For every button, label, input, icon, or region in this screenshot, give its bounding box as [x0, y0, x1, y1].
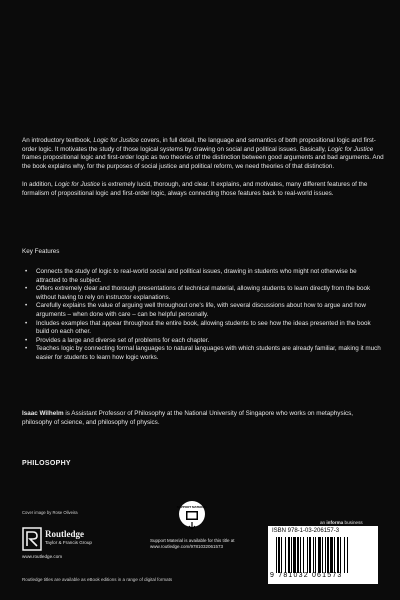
- bullet-icon: •: [25, 345, 28, 353]
- author-name: Isaac Wilhelm: [22, 410, 64, 417]
- informa-brand: informa: [326, 520, 344, 525]
- feature-item: [22, 302, 382, 319]
- bullet-icon: •: [25, 268, 28, 275]
- bullet-icon: •: [25, 336, 28, 344]
- publisher-url: www.routledge.com: [22, 554, 63, 559]
- publisher-name: Routledge: [45, 529, 84, 539]
- support-badge-label: SUPPORT MATERIAL: [176, 505, 208, 509]
- feature-text: Provides a large and diverse set of problems for each chapter.: [36, 336, 210, 344]
- book-title-italic: Logic for Justice: [327, 145, 374, 153]
- informa-suffix: business: [343, 520, 363, 525]
- book-title-italic: Logic for Justice: [54, 181, 101, 189]
- description-blurb: [22, 137, 384, 209]
- feature-item: [22, 285, 382, 302]
- blurb-text: is extremely lucid, thorough, and clear. It explains, and motivates, many different features of the formalism of propositional logic and first-order logic, always connecting those features back to real-world issues.: [22, 181, 368, 197]
- publisher-subtitle: Taylor & Francis Group: [45, 540, 92, 545]
- barcode-bars: [276, 537, 370, 573]
- feature-item: [22, 337, 382, 346]
- blurb-text: In addition,: [22, 181, 55, 189]
- feature-text: Carefully explains the value of arguing well throughout one's life, with several discussions about how to argue and how arguments – when done with care – can be helpful personally.: [36, 302, 366, 318]
- publisher-block: [22, 527, 142, 567]
- blurb-text: covers, in full detail, the language and semantics of both propositional logic and first-order logic. It motivates the study of those logical systems by drawing on social and political issues. Basically,: [22, 137, 376, 153]
- feature-item: [22, 345, 382, 362]
- feature-text: Offers extremely clear and thorough presentations of technical material, allowing students to learn directly from the book without having to rely on instructor explanations.: [36, 285, 371, 301]
- ebook-footer-note: Routledge titles are available as eBook editions in a range of digital formats: [22, 577, 173, 582]
- subject-category: PHILOSOPHY: [22, 460, 71, 467]
- author-bio-text: is Assistant Professor of Philosophy at the National University of Singapore who works on metaphysics, philosophy of science, and philosophy of physics.: [22, 410, 354, 426]
- bullet-icon: •: [25, 302, 28, 310]
- isbn-label: ISBN 978-1-03-206157-3: [272, 528, 340, 534]
- book-title-italic: Logic for Justice: [93, 137, 139, 144]
- cover-image-credit: Cover image by Rose Oliveira: [22, 510, 78, 515]
- support-line-1: Support Material is available for this title at: [150, 538, 235, 543]
- bullet-icon: •: [25, 319, 28, 327]
- key-features-heading: Key Features: [22, 248, 60, 255]
- feature-text: Includes examples that appear throughout the entire book, allowing students to see how the ideas presented in the book build on each other.: [36, 319, 371, 336]
- bullet-icon: •: [25, 285, 28, 293]
- feature-text: Connects the study of logic to real-world social and political issues, drawing in students who might not otherwise be attracted to the subject.: [36, 268, 357, 284]
- description-paragraph-2: [22, 181, 384, 198]
- feature-item: [22, 320, 382, 337]
- informa-prefix: an: [320, 520, 327, 525]
- support-material-note: [150, 538, 250, 550]
- support-material-badge-icon: [176, 500, 208, 534]
- key-features-list: [22, 268, 382, 363]
- blurb-text: frames propositional logic and first-order logic as two theories of the distinction between good arguments and bad arguments. And the book explains why, for the purposes of social justice and political reform, we need theories of that distinction.: [22, 154, 384, 170]
- feature-text: Teaches logic by connecting formal languages to natural languages with which students are already familiar, making it much easier for students to learn how logic works.: [36, 345, 381, 361]
- routledge-logo-icon: [22, 527, 42, 551]
- isbn-barcode: [268, 526, 378, 584]
- description-paragraph-1: [22, 137, 384, 171]
- blurb-text: An introductory textbook,: [22, 137, 94, 144]
- ean-digits: 9 781032 061573: [270, 572, 343, 579]
- informa-business-tag: [320, 520, 363, 525]
- support-url: www.routledge.com/9781032061573: [150, 544, 224, 549]
- author-bio: [22, 410, 382, 427]
- feature-item: [22, 268, 382, 285]
